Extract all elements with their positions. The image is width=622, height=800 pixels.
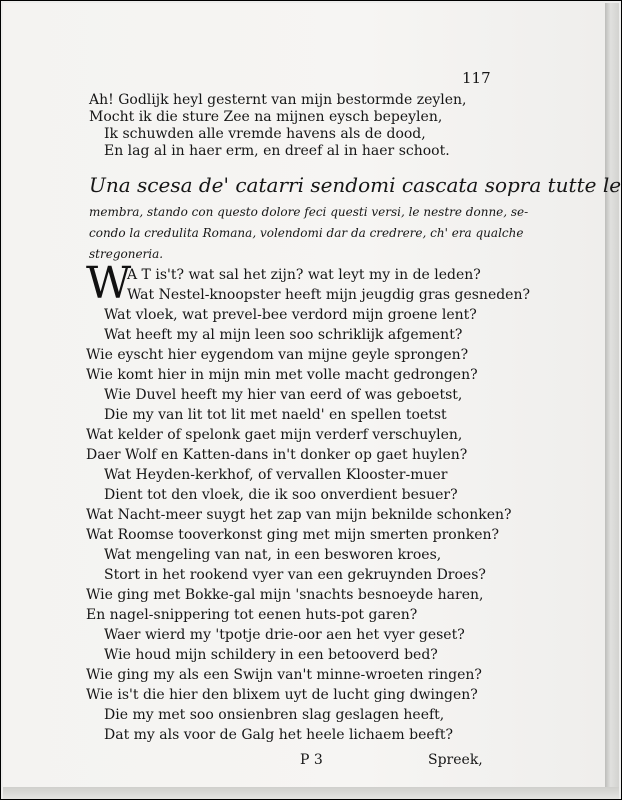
- poem-line: Wie houd mijn schildery in een betooverd bed?: [104, 647, 438, 663]
- page-number: 117: [462, 69, 491, 87]
- poem-line: Waer wierd my 'tpotje drie-oor aen het vyer geset?: [104, 627, 465, 643]
- page-bottom-edge: [3, 787, 619, 799]
- poem-line: Wie eyscht hier eygendom van mijne geyle sprongen?: [86, 347, 469, 363]
- stanza-line: En lag al in haer erm, en dreef al in haer schoot.: [104, 143, 450, 159]
- poem-line: Wat Nestel-knoopster heeft mijn jeugdig gras gesneden?: [127, 287, 530, 303]
- signature-mark: P 3: [300, 752, 323, 768]
- poem-line: Daer Wolf en Katten-dans in't donker op gaet huylen?: [86, 447, 468, 463]
- stanza-line: Mocht ik die sture Zee na mijnen eysch bepeylen,: [89, 109, 443, 125]
- heading-line: stregoneria.: [89, 247, 164, 261]
- poem-line: Wie ging met Bokke-gal mijn 'snachts besnoeyde haren,: [86, 587, 484, 603]
- poem-line: Wie Duvel heeft my hier van eerd of was geboetst,: [104, 387, 463, 403]
- poem-line: Wie is't die hier den blixem uyt de lucht ging dwingen?: [86, 687, 478, 703]
- poem-line: Wie komt hier in mijn min met volle macht gedrongen?: [86, 367, 478, 383]
- poem-line: Wat vloek, wat prevel-bee verdord mijn groene lent?: [104, 307, 477, 323]
- poem-line: Wat heeft my al mijn leen soo schriklijk afgement?: [104, 327, 463, 343]
- heading-line: Una scesa de' catarri sendomi cascata sopra tutte le: [89, 173, 622, 197]
- page-edge: [605, 3, 619, 787]
- stanza-line: Ik schuwden alle vremde havens als de dood,: [104, 126, 426, 142]
- poem-line: Dient tot den vloek, die ik soo onverdient besuer?: [104, 487, 458, 503]
- heading-line: condo la credulita Romana, volendomi dar da credrere, ch' era qualche: [89, 226, 524, 240]
- poem-line: Stort in het rookend vyer van een gekruynden Droes?: [104, 567, 486, 583]
- poem-line: Wat mengeling van nat, in een besworen kroes,: [104, 547, 442, 563]
- poem-line: Die my met soo onsienbren slag geslagen heeft,: [104, 707, 445, 723]
- poem-line: Die my van lit tot lit met naeld' en spellen toetst: [104, 407, 447, 423]
- poem-line: En nagel-snippering tot eenen huts-pot garen?: [86, 607, 418, 623]
- poem-line: A T is't? wat sal het zijn? wat leyt my in de leden?: [127, 267, 481, 283]
- catchword: Spreek,: [428, 752, 483, 768]
- heading-line: membra, stando con questo dolore feci questi versi, le nestre donne, se-: [89, 205, 529, 219]
- poem-line: Wie ging my als een Swijn van't minne-wroeten ringen?: [86, 667, 482, 683]
- poem-line: Wat kelder of spelonk gaet mijn verderf verschuylen,: [86, 427, 463, 443]
- stanza-line: Ah! Godlijk heyl gesternt van mijn bestormde zeylen,: [89, 92, 467, 108]
- drop-cap: W: [86, 258, 132, 309]
- poem-line: Wat Heyden-kerkhof, of vervallen Klooster-muer: [104, 467, 448, 483]
- poem-line: Wat Nacht-meer suygt het zap van mijn beknilde schonken?: [86, 507, 512, 523]
- poem-line: Dat my als voor de Galg het heele lichaem beeft?: [104, 727, 453, 743]
- poem-line: Wat Roomse tooverkonst ging met mijn smerten pronken?: [86, 527, 500, 543]
